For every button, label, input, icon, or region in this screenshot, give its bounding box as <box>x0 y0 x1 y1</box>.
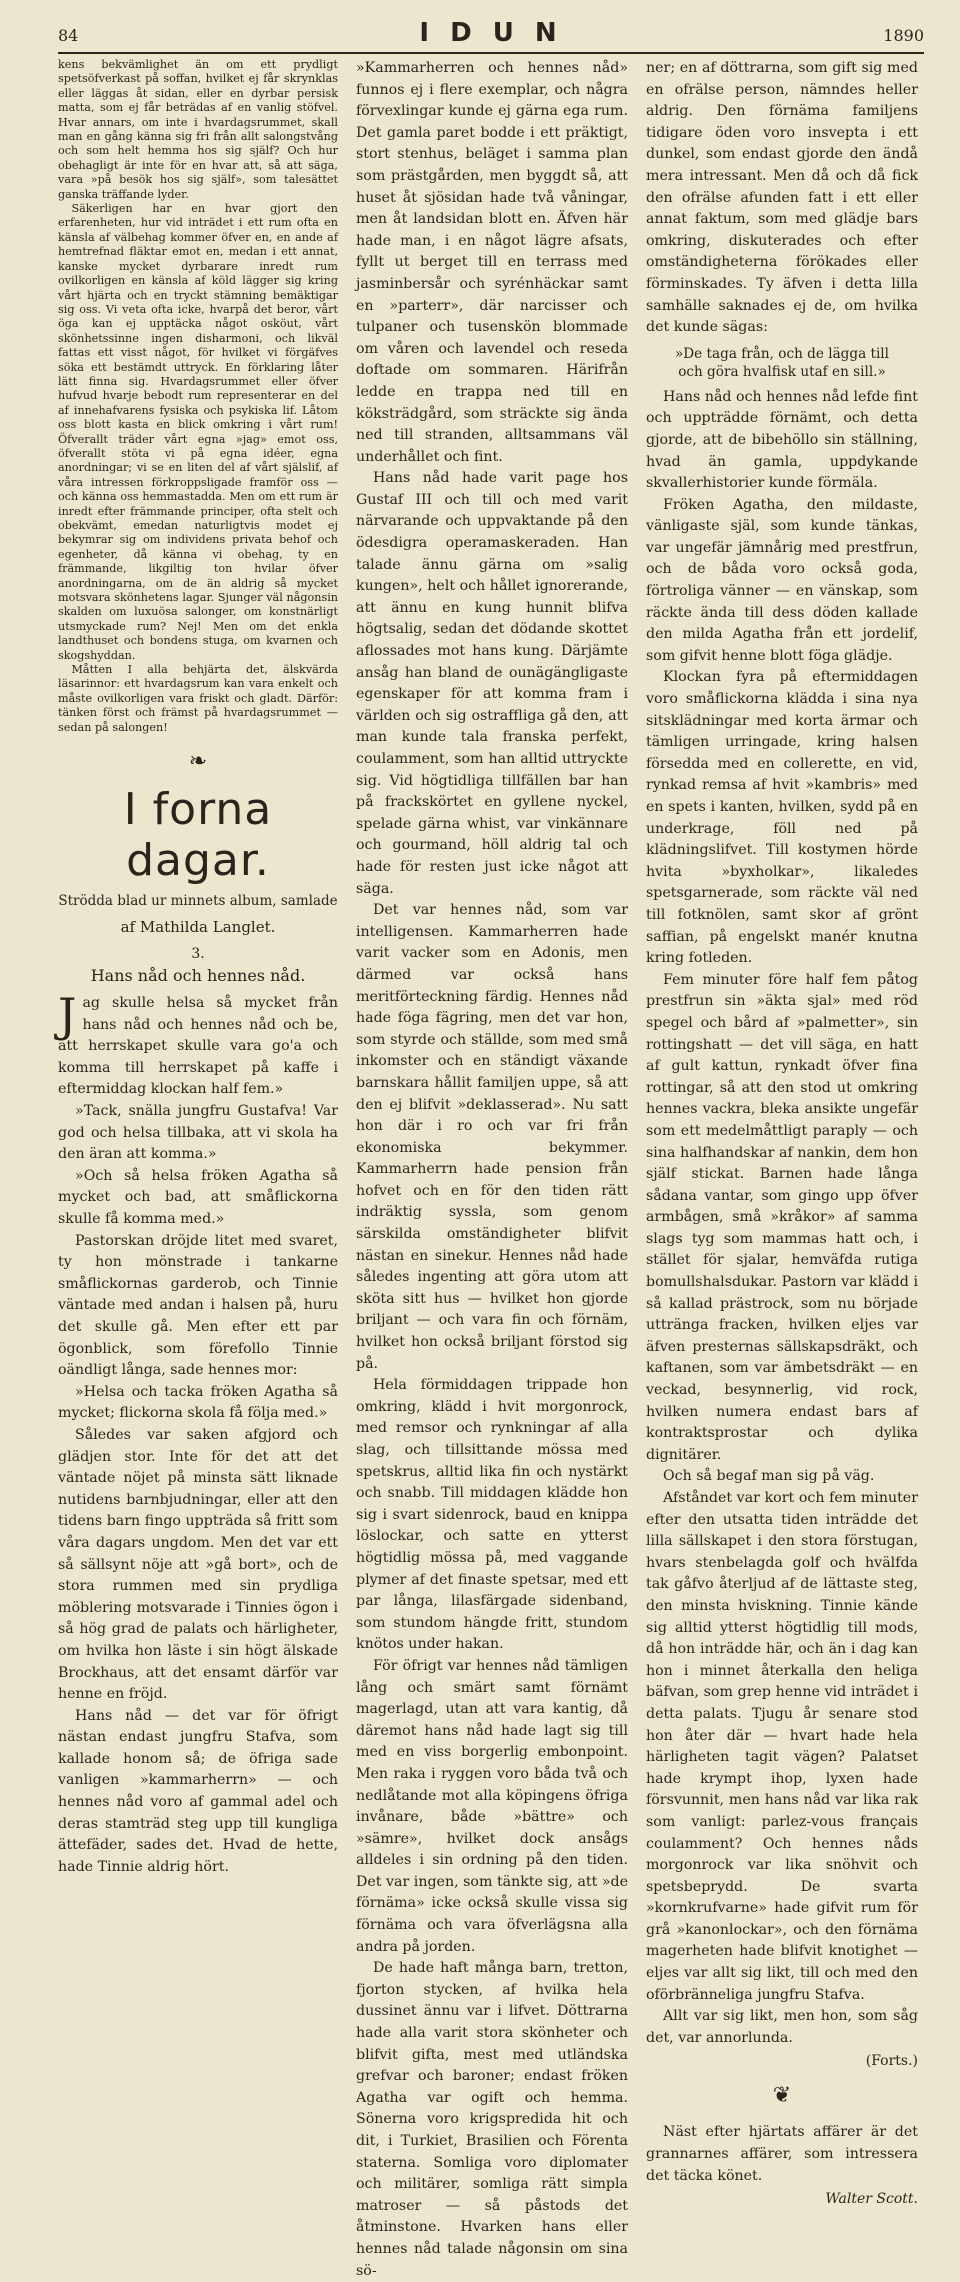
article-subtitle: Strödda blad ur minnets album, samlade <box>58 893 338 910</box>
verse <box>646 345 918 381</box>
quote-author: Walter Scott. <box>825 2191 918 2208</box>
intro-paragraph: kens bekvämlighet än om ett prydligt spetsöfverkast på soffan, hvilket ej får skrynklas eller läggas åt sidan, eller en dyrbar persisk matta, som ej får beträdas af en vanlig stöfvel. Hvar annars, om inte i hvardagsrummet, skall man en gång känna sig fri från allt salongstvång och som helt hemma hos sig själf? Och hur obehagligt är inte för en hvar att, så att säga, vara »på besök hos sig själf», som talesättet ganska träffande lyder. <box>58 58 338 201</box>
verse-line: »De taga från, och de lägga till <box>674 345 890 362</box>
story-paragraph: Hans nåd och hennes nåd lefde fint och uppträdde förnämt, och detta gjorde, att de bibehöllo sin ställning, hvad än gamla, uppdykande skvallerhistorier kunde förmäla. <box>646 388 918 492</box>
story-paragraph <box>58 988 338 1101</box>
story-paragraph: ner; en af döttrarna, som gift sig med en ofrälse person, nämndes heller aldrig. Den förnäma familjens tidigare öden voro insvepta i ett dunkel, som endast gjorde den ändå mera intressant. Men då och då fick den ofrälse afunden fatt i ett eller annat faktum, som med glädje bars omkring, diskuterades och efter omständigheterna förökades eller förminskades. Ty äfven i detta lilla samhälle saknades ej de, om hvilka det kunde sägas: <box>646 60 918 336</box>
year: 1890 <box>883 26 924 45</box>
story-paragraph: Allt var sig likt, men hon, som såg det, var annorlunda. <box>646 2008 918 2046</box>
drop-cap: J <box>58 988 77 1043</box>
fleuron-icon: ❦ <box>772 2083 792 2109</box>
story-paragraph: Hans nåd — det var för öfrigt nästan endast jungfru Stafva, som kallade honom så; de öfriga sade vanligen »kammarherrn» — och hennes nåd voro af gammal adel och deras stamträd steg upp till kungliga ättefäder, sades det. Hvad de hette, hade Tinnie aldrig hört. <box>58 1707 338 1875</box>
story-paragraph: Fröken Agatha, den mildaste, vänligaste själ, som kunde tänkas, var ungefär jämnårig med prestfrun, och de båda voro också goda, förtroliga vänner — en vänskap, som räckte ända till dess döden kallade den milda Agatha från ett jordelif, som gifvit henne blott föga glädje. <box>646 496 918 664</box>
story-paragraph: Klockan fyra på eftermiddagen voro småflickorna klädda i sina nya sitsklädningar med korta ärmar och tämligen urringade, kring halsen försedda med en collerette, en vid, rynkad remsa af hvit »kambris» med en spets i kanten, hvilken, sydd på en underkrage, föll ned på klädningslifvet. Till kostymen hörde hvita »byxholkar», likaledes spetsgarnerade, som räckte väl ned till fotknölen, samt skor af grönt saffian, på engelskt manér knutna kring fotleden. <box>646 669 918 967</box>
article-author: af Mathilda Langlet. <box>120 918 276 937</box>
chapter-heading: Hans nåd och hennes nåd. <box>90 966 306 986</box>
chapter-number: 3. <box>191 946 205 963</box>
story-paragraph: För öfrigt var hennes nåd tämligen lång och smärt samt förnämt magerlagd, utan att vara kantig, då däremot hans nåd hade lagt sig till med en viss borgerlig embonpoint. Men raka i ryggen voro båda två och nedlåtande mot alla köpingens öfriga invånare, både »bättre» och »sämre», hvilket dock ansågs alldeles i sin ordning på den tiden. Det var ingen, som tänkte sig, att »de förnäma» icke också skulle vissa sig förnäma och vara öfverlägsna alla andra på jorden. <box>356 1657 628 1955</box>
story-paragraph: Och så begaf man sig på väg. <box>663 1468 875 1485</box>
story-paragraph: »Kammarherren och hennes nåd» funnos ej i flere exemplar, och några förvexlingar kunde ej gärna ega rum. Det gamla paret bodde i ett präktigt, stort stenhus, beläget i samma plan som prästgården, men byggdt så, att huset åt sjösidan hade två våningar, men åt landsidan blott en. Äfven här hade man, i en något lägre afsats, fyllt ut berget till en terrass med jasminbersår och syrénhäckar samt en »parterr», där narcisser och tulpaner och tusenskön blommade om våren och lavendel och reseda doftade om sommaren. Härifrån ledde en trappa ned till en köksträdgård, som sträckte sig ända ned till stranden, alltsammans väl underhållet och fint. <box>356 60 628 465</box>
story-paragraph: Pastorskan dröjde litet med svaret, ty hon mönstrade i tankarne småflickornas garderob, och Tinnie väntade med andan i halsen på, huru det skulle gå. Men efter ett par ögonblick, som förefollo Tinnie oändligt långa, sade hennes mor: <box>58 1232 338 1379</box>
intro-paragraph: Säkerligen har en hvar gjort den erfarenheten, hur vid inträdet i ett rum ofta en känsla af välbehag kommer öfver en, en ande af hemtrefnad fläktar emot en, medan i ett annat, kanske mycket dyrbarare inredt rum ovilkorligen en känsla af köld lägger sig kring vårt hjärta och en tryckt stämning bemäktigar sig oss. Vi veta ofta icke, hvarpå det beror, vårt öga kan ej upptäcka något osköut, vårt skönhetssinne ingen disharmoni, och likväl fattas ett visst något, för hvilket vi förgäfves söka ett bestämdt uttryck. En förklaring låter lätt finna sig. Hvardagsrummet eller öfver hufvud hvarje bebodt rum representerar en del af innehafvarens fysiska och psykiska lif. Låtom oss blott kasta en blick omkring i vårt rum! Öfverallt träder vårt egna »jag» emot oss, öfverallt stöta vi på egna idéer, egna anordningar; vi se en liten del af vårt själslif, af våra intressen förkroppsligade framför oss — och känna oss hemmastadda. Men om ett rum är inredt efter främmande principer, ofta stelt och obekvämt, emedan naturligtvis modet ej bekymrar sig om individens privata behof och egenheter, då känna vi obehag, ty en främmande, likgiltig ton hvilar öfver anordningarna, om de än aldrig så mycket motsvara skönhetens lagar. Sjunger väl någonsin skalden om luxuösa salonger, om konstnärligt utsmyckade rum? Nej! Men om det enkla landthuset och bondens stuga, om kvarnen och skogshyddan. <box>58 202 338 662</box>
story-paragraph: Således var saken afgjord och glädjen stor. Inte för det att det väntade nöjet på minsta sätt liknade nutidens barnbjudningar, eller att den tidens barn fingo uppträda så fritt som våra dagars ungdom. Men det var ett så sällsynt nöje att »gå bort», och de stora rummen med sin prydliga möblering motsvarade i Tinnies ögon i så hög grad de palats och härligheter, om hvilka hon läste i sin högt älskade Brockhaus, att det ensamt därför var henne en fröjd. <box>58 1426 338 1703</box>
verse-line: och göra hvalfisk utaf en sill.» <box>678 363 886 380</box>
ornament-icon: ❧ <box>188 749 208 775</box>
quote-text: Näst efter hjärtats affärer är det grannarnes affärer, som intressera det täcka könet. <box>646 2124 918 2184</box>
column-2 <box>356 58 628 2279</box>
column-3 <box>646 58 918 2208</box>
story-text: ag skulle helsa så mycket från hans nåd och hennes nåd och be, att herrskapet skulle vara go'a och komma till herrskapet på kaffe i eftermiddag klockan half fem.» <box>58 995 338 1098</box>
column-1 <box>58 58 338 1878</box>
continued-note: (Forts.) <box>865 2053 918 2070</box>
story-paragraph: Afståndet var kort och fem minuter efter den utsatta tiden inträdde det lilla sällskapet i den stora förstugan, hvars stenbelagda golf och hvälfda tak gåfvo återljud af de lättaste steg, den minsta hviskning. Tinnie kände sig alltid ytterst högtidlig till mods, då hon inträdde här, och än i dag kan hon i minnet återkalla den heliga bäfvan, som grep henne vid inträdet i detta palats. Tjugu år senare stod hon åter där — hvart hade hela härligheten tagit vägen? Palatset hade krympt ihop, lyxen hade försvunnit, men hans nåd var lika rak som vanligt: parlez-vous français coulamment? Och hennes nåds morgonrock var lika snöhvit och spetsbeprydd. De svarta »kornkrufvarne» hade gifvit rum för grå »kanonlockar», och den förnäma magerheten hade blifvit knotighet — eljes var allt sig likt, till och med den oförbränneliga jungfru Stafva. <box>646 1490 918 2003</box>
journal-title: I D U N <box>419 18 563 48</box>
story-paragraph: »Tack, snälla jungfru Gustafva! Var god och helsa tillbaka, att vi skola ha den äran att komma.» <box>58 1103 338 1163</box>
story-paragraph: Hela förmiddagen trippade hon omkring, klädd i hvit morgonrock, med remsor och rynkningar af alla slag, och tillsittande mössa med spetskrus, alltid lika fin och nystärkt och snabb. Till middagen klädde hon sig i svart sidenrock, baud en knippa löslockar, och satte en ytterst högtidlig mössa på, med vaggande plymer af det finaste spetsar, med ett par långa, lilasfärgade sidenband, som stundom hängde fritt, stundom knötos under hakan. <box>356 1377 628 1653</box>
page-header <box>58 18 924 54</box>
story-paragraph: De hade haft många barn, tretton, fjorton stycken, af hvilka hela dussinet ännu var i lifvet. Döttrarna hade alla varit stora skönheter och blifvit gifta, mest med utländska grefvar och baroner; endast fröken Agatha var ogift och hemma. Sönerna voro krigspredida hit och dit, i Turkiet, Brasilien och Förenta staterna. Somliga voro diplomater och militärer, somliga rätt simpla matroser — så påstods det åtminstone. Hvarken hans eller hennes nåd talade någonsin om sina sö- <box>356 1960 628 2279</box>
article-title: I forna dagar. <box>123 784 273 887</box>
story-paragraph: Hans nåd hade varit page hos Gustaf III och till och med varit närvarande och uppvaktande på den ödesdigra operamaskeraden. Han talade ännu gärna om »salig kungen», helt och hållet ignorerande, att ännu en kung hunnit blifva högtsalig, sedan det dödande skottet aflossades mot hans kung. Därjämte ansåg han bland de ounägängligaste egenskaper för att komma fram i världen och sig ostraffliga gå den, att man kunde tala franska perfekt, coulamment, som han alltid uttryckte sig. Vid högtidliga tillfällen bar han på frackskörtet en gyllene nyckel, spelade gärna whist, var vinkännare och gourmand, höll aldrig tal och hade för resten just icke något att säga. <box>356 470 628 897</box>
story-paragraph: Fem minuter före half fem påtog prestfrun sin »äkta sjal» med röd spegel och bård af »palmetter», sin rottingshatt — det vill säga, en hatt af gult kattun, rynkadt öfver fina rottingar, så att den stod ut omkring hennes vackra, bleka ansikte ungefär som ett medelmåttligt paraply — och sina halfhandskar af nankin, dem hon själf stickat. Barnen hade långa sådana vantar, som gingo upp öfver armbågen, små »kråkor» af samma slags tyg som mammas hatt och, i stället för sjalar, hemväfda rutiga bomullshalsdukar. Pastorn var klädd i så kallad prästrock, som nu började uttränga fracken, hvilken eljes var äfven presternas sällskapsdräkt, och kaftanen, som var ämbetsdräkt — en veckad, besynnerlig, vid rock, hvilken numera endast bars af kontraktsprostar och dylika dignitärer. <box>646 971 918 1463</box>
intro-paragraph: Måtten I alla behjärta det, älskvärda läsarinnor: ett hvardagsrum kan vara enkelt och måste ovilkorligen vara friskt och gladt. Därför: tänken först och främst på hvardagsrummet — sedan på salongen! <box>58 663 338 734</box>
story-paragraph: Det var hennes nåd, som var intelligensen. Kammarherren hade varit vacker som en Adonis, men därmed var också hans meritförteckning färdig. Hennes nåd hade föga fägring, men det var hon, som styrde och ställde, som med små inkomster och en ständigt växande barnskara hållit familjen uppe, så att den ej blifvit »deklasserad». Nu satt hon där i ro och var fri från ekonomiska bekymmer. Kammarherrn hade pension från hofvet och en för den tiden rätt indräktig syssla, som genom särskilda omständigheter blifvit nästan en sinekur. Hennes nåd hade således ingenting att göra utom att sköta sitt hus — hvilket hon gjorde briljant — och vara fin och förnäm, hvilket hon också briljant förstod sig på. <box>356 902 628 1372</box>
story-paragraph: »Och så helsa fröken Agatha så mycket och bad, att småflickorna skulle få komma med.» <box>58 1167 338 1228</box>
story-paragraph: »Helsa och tacka fröken Agatha så mycket; flickorna skola få följa med.» <box>58 1383 338 1422</box>
page-number: 84 <box>58 26 79 45</box>
